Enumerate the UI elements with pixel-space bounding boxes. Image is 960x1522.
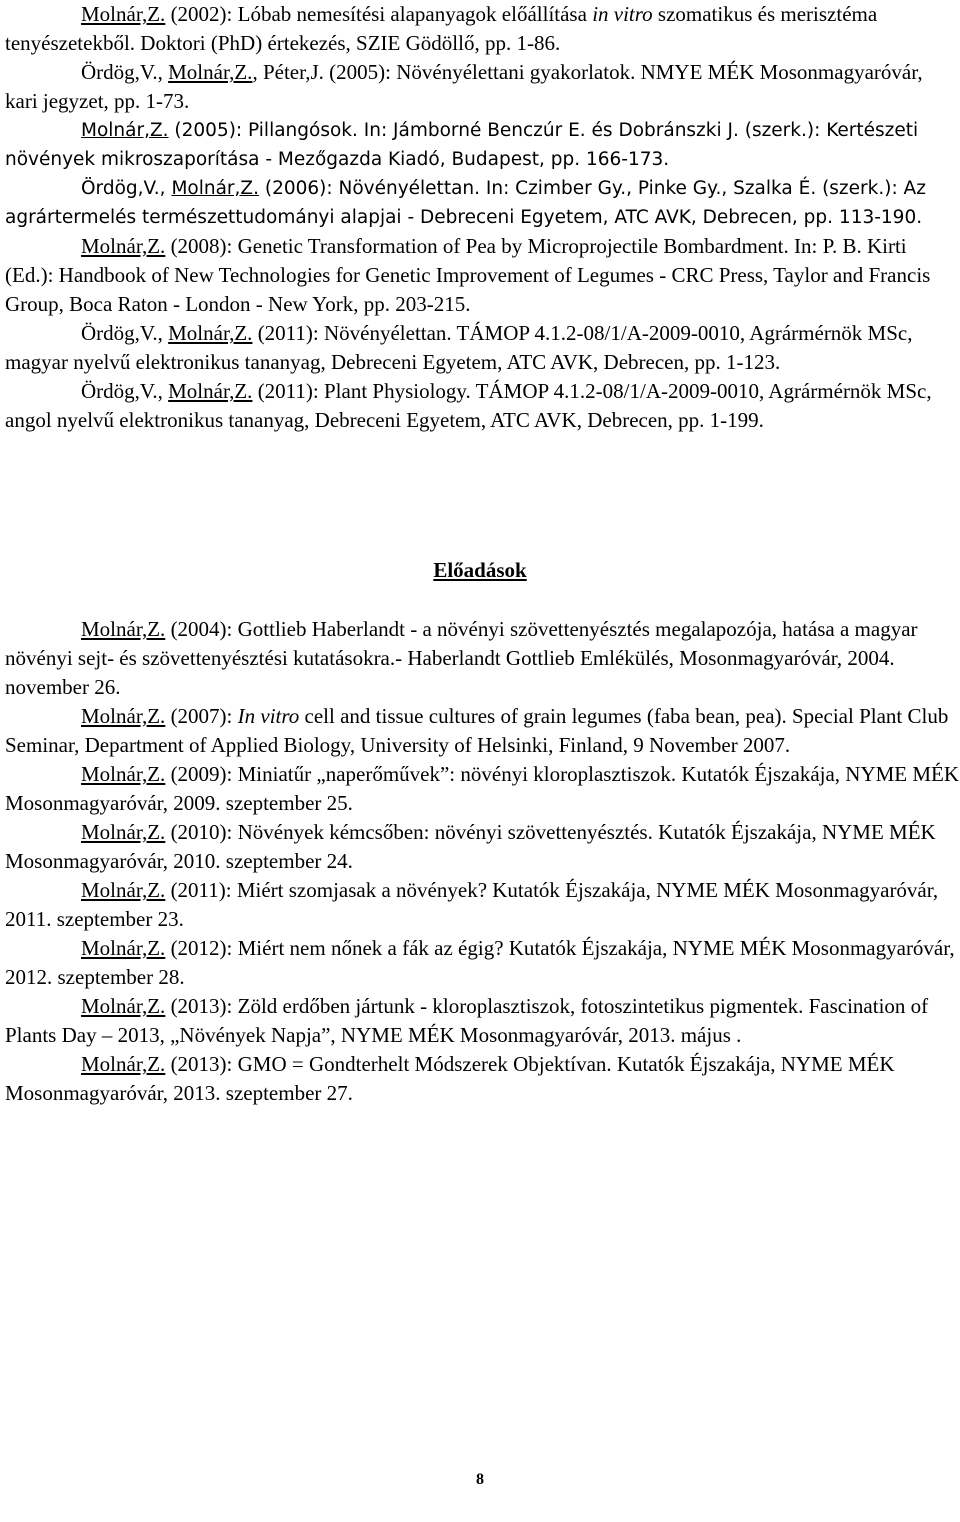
entry-text: (2011): Plant Physiology. TÁMOP 4.1.2-08/1/A-2009-0010, Agrármérnök MSc, angol nyelvű elektronikus tananyag, Debreceni Egyetem, ATC AVK, Debrecen, pp. 1-199. xyxy=(5,379,932,432)
entry-text: , Péter,J. (2005): Növényélettani gyakorlatok. NMYE MÉK Mosonmagyaróvár, kari jegyzet, pp. 1-73. xyxy=(5,60,923,113)
lecture-entry xyxy=(5,818,960,876)
author-name: Molnár,Z. xyxy=(81,2,166,26)
entry-italic-text: In vitro xyxy=(237,704,300,728)
author-name: Molnár,Z. xyxy=(81,994,166,1018)
entry-text: (2005): Pillangósok. In: Jámborné Benczúr E. és Dobránszki J. (szerk.): Kertészeti növények mikroszaporítása - Mezőgazda Kiadó, Budapest, pp. 166-173. xyxy=(5,120,919,170)
entry-text: (2009): Miniatűr „naperőművek”: növényi kloroplasztiszok. Kutatók Éjszakája, NYME MÉK Mosonmagyaróvár, 2009. szeptember 25. xyxy=(5,762,960,815)
entry-text: (2010): Növények kémcsőben: növényi szövettenyésztés. Kutatók Éjszakája, NYME MÉK Mosonmagyaróvár, 2010. szeptember 24. xyxy=(5,820,936,873)
entry-text: (2012): Miért nem nőnek a fák az égig? Kutatók Éjszakája, NYME MÉK Mosonmagyaróvár, 2012. szeptember 28. xyxy=(5,936,955,989)
publication-entry xyxy=(5,174,960,232)
author-name: Molnár,Z. xyxy=(168,321,253,345)
lecture-entry xyxy=(5,934,960,992)
entry-text: szomatikus és merisztéma tenyészetekből. Doktori (PhD) értekezés, SZIE Gödöllő, pp. 1-86. xyxy=(5,2,878,55)
author-name: Molnár,Z. xyxy=(81,762,166,786)
lecture-entry xyxy=(5,876,960,934)
entry-text: (2007): xyxy=(165,704,238,728)
section-title: Előadások xyxy=(433,558,527,582)
coauthor-text: Ördög,V., xyxy=(81,379,169,403)
publication-entry xyxy=(5,0,960,58)
coauthor-text: Ördög,V., xyxy=(81,60,169,84)
publication-entry xyxy=(5,377,960,435)
page-number: 8 xyxy=(476,1471,484,1488)
author-name: Molnár,Z. xyxy=(81,878,166,902)
author-name: Molnár,Z. xyxy=(168,379,253,403)
coauthor-text: Ördög,V., xyxy=(81,178,172,199)
author-name: Molnár,Z. xyxy=(81,120,169,141)
coauthor-text: Ördög,V., xyxy=(81,321,169,345)
lecture-entry xyxy=(5,615,960,702)
publications-list xyxy=(5,0,960,435)
entry-text: (2004): Gottlieb Haberlandt - a növényi szövettenyésztés megalapozója, hatása a magyar növényi sejt- és szövettenyésztési kutatásokra.- Haberlandt Gottlieb Emlékülés, Mosonmagyaróvár, 2004. november 26. xyxy=(5,617,918,699)
entry-text: (2011): Miért szomjasak a növények? Kutatók Éjszakája, NYME MÉK Mosonmagyaróvár, 2011. szeptember 23. xyxy=(5,878,939,931)
publication-entry xyxy=(5,116,960,174)
author-name: Molnár,Z. xyxy=(81,617,166,641)
entry-text: (2008): Genetic Transformation of Pea by Microprojectile Bombardment. In: P. B. Kirti (Ed.): Handbook of New Technologies for Genetic Improvement of Legumes - CRC Press, Taylor and Francis Group, Boca Raton - London - New York, pp. 203-215. xyxy=(5,234,931,316)
entry-italic-text: in vitro xyxy=(592,2,653,26)
lectures-list xyxy=(5,615,960,1108)
entry-text: (2002): Lóbab nemesítési alapanyagok előállítása xyxy=(165,2,593,26)
publication-entry xyxy=(5,232,960,319)
lecture-entry xyxy=(5,760,960,818)
lecture-entry xyxy=(5,992,960,1050)
entry-text: cell and tissue cultures of grain legumes (faba bean, pea). Special Plant Club Seminar, Department of Applied Biology, University of Helsinki, Finland, 9 November 2007. xyxy=(5,704,949,757)
lecture-entry xyxy=(5,702,960,760)
publication-entry xyxy=(5,319,960,377)
author-name: Molnár,Z. xyxy=(81,704,166,728)
entry-text: (2006): Növényélettan. In: Czimber Gy., Pinke Gy., Szalka É. (szerk.): Az agrártermelés természettudományi alapjai - Debreceni Egyetem, ATC AVK, Debrecen, pp. 113-190. xyxy=(5,178,926,228)
entry-text: (2011): Növényélettan. TÁMOP 4.1.2-08/1/A-2009-0010, Agrármérnök MSc, magyar nyelvű elektronikus tananyag, Debreceni Egyetem, ATC AVK, Debrecen, pp. 1-123. xyxy=(5,321,913,374)
author-name: Molnár,Z. xyxy=(81,820,166,844)
author-name: Molnár,Z. xyxy=(168,60,253,84)
entry-text: (2013): Zöld erdőben jártunk - kloroplasztiszok, fotoszintetikus pigmentek. Fascination of Plants Day – 2013, „Növények Napja”, NYME MÉK Mosonmagyaróvár, 2013. május . xyxy=(5,994,929,1047)
author-name: Molnár,Z. xyxy=(171,178,259,199)
publication-entry xyxy=(5,58,960,116)
author-name: Molnár,Z. xyxy=(81,234,166,258)
author-name: Molnár,Z. xyxy=(81,1052,166,1076)
lecture-entry xyxy=(5,1050,960,1108)
author-name: Molnár,Z. xyxy=(81,936,166,960)
entry-text: (2013): GMO = Gondterhelt Módszerek Objektívan. Kutatók Éjszakája, NYME MÉK Mosonmagyaróvár, 2013. szeptember 27. xyxy=(5,1052,895,1105)
